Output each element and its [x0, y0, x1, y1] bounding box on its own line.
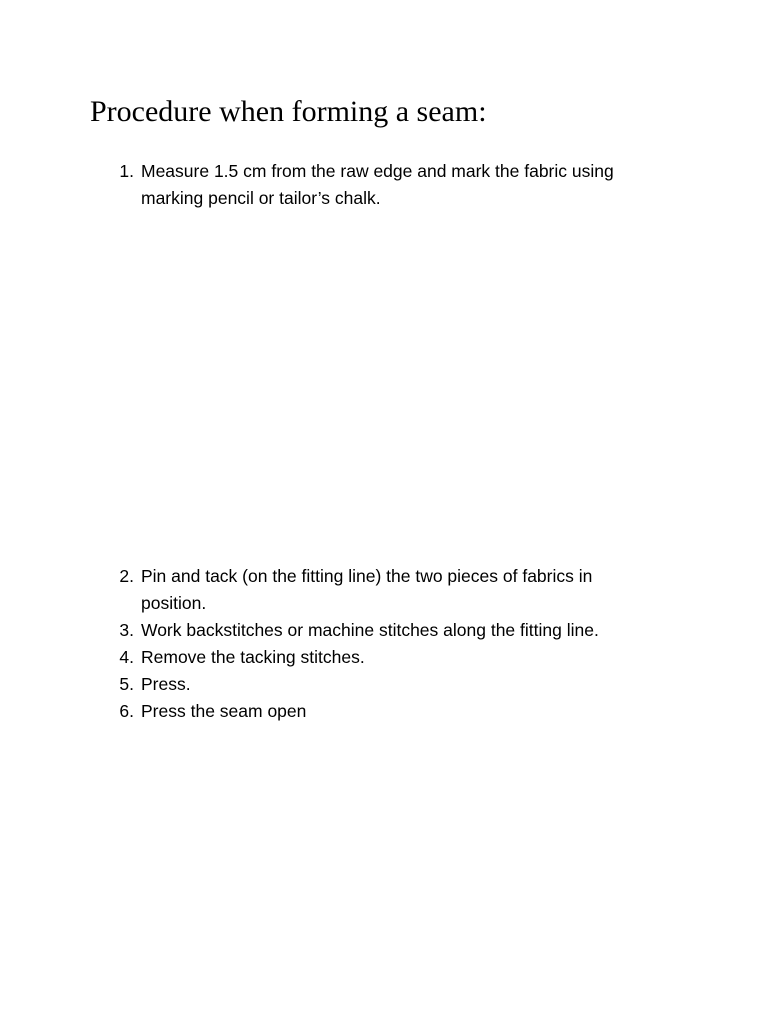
step-text: Press the seam open: [141, 701, 307, 721]
step-number: 5 .: [90, 671, 135, 698]
list-item: [90, 158, 650, 212]
procedure-steps-part-2: [90, 563, 650, 725]
step-text: Press.: [141, 674, 191, 694]
step-number: 1 .: [90, 158, 135, 185]
step-number: 6 .: [90, 698, 135, 725]
list-item: [90, 617, 650, 644]
step-text: Measure 1.5 cm from the raw edge and mark the fabric using marking pencil or tailor’s chalk.: [141, 161, 614, 208]
step-text: Work backstitches or machine stitches along the fitting line.: [141, 620, 599, 640]
step-number: 2 .: [90, 563, 135, 590]
step-number: 4 .: [90, 644, 135, 671]
step-text: Pin and tack (on the fitting line) the two pieces of fabrics in position.: [141, 566, 593, 613]
procedure-steps-part-1: [90, 158, 650, 212]
step-text: Remove the tacking stitches.: [141, 647, 365, 667]
page-title: Procedure when forming a seam:: [90, 95, 487, 128]
list-item: [90, 644, 650, 671]
list-item: [90, 563, 650, 617]
list-item: [90, 671, 650, 698]
step-number: 3 .: [90, 617, 135, 644]
list-item: [90, 698, 650, 725]
